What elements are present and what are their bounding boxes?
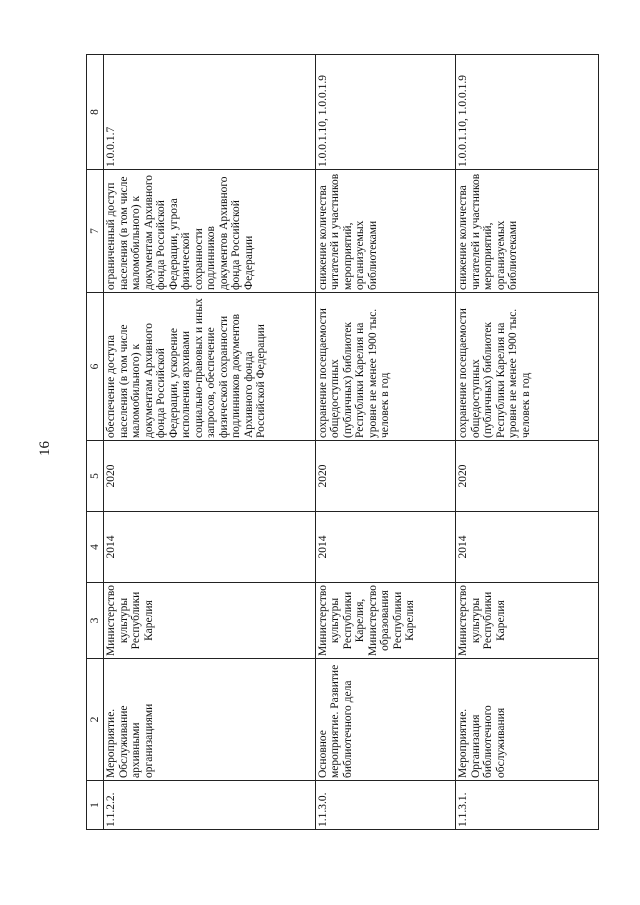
table-row <box>456 55 599 830</box>
row-name: Мероприятие. Обслуживание архивными организациями <box>104 659 316 781</box>
header-cell-6: 6 <box>87 293 104 441</box>
row-end-year: 2020 <box>315 441 456 512</box>
row-start-year: 2014 <box>104 512 316 583</box>
header-cell-1: 1 <box>87 781 104 830</box>
row-code: 1.1.3.0. <box>315 781 456 830</box>
rotated-table-container <box>86 55 599 830</box>
program-table <box>86 54 599 830</box>
header-cell-2: 2 <box>87 659 104 781</box>
row-start-year: 2014 <box>456 512 599 583</box>
row-name: Основное мероприятие. Развитие библиотечного дела <box>315 659 456 781</box>
row-start-year: 2014 <box>315 512 456 583</box>
table-row <box>104 55 316 830</box>
row-end-year: 2020 <box>104 441 316 512</box>
row-code: 1.1.3.1. <box>456 781 599 830</box>
row-indicators: 1.0.0.1.10, 1.0.0.1.9 <box>456 55 599 170</box>
row-consequences: снижение количества читателей и участников мероприятий, организуемых библиотеками <box>456 170 599 293</box>
header-cell-7: 7 <box>87 170 104 293</box>
row-consequences: снижение количества читателей и участников мероприятий, организуемых библиотеками <box>315 170 456 293</box>
row-executor: Министерство культуры Республики Карелия <box>104 583 316 659</box>
row-consequences: ограниченный доступ населения (в том числе маломобильного) к документам Архивного фонда Российской Федерации, угроза физической сохранности подлинников документов Архивного фонда Российской Федерации <box>104 170 316 293</box>
header-cell-4: 4 <box>87 512 104 583</box>
table-row <box>315 55 456 830</box>
row-expected-result: сохранение посещаемости общедоступных (публичных) библиотек Республики Карелия на уровне не менее 1900 тыс. человек в год <box>456 293 599 441</box>
row-end-year: 2020 <box>456 441 599 512</box>
page-number: 16 <box>37 441 53 456</box>
row-name: Мероприятие. Организация библиотечного обслуживания <box>456 659 599 781</box>
row-indicators: 1.0.0.1.7 <box>104 55 316 170</box>
row-expected-result: сохранение посещаемости общедоступных (публичных) библиотек Республики Карелия на уровне не менее 1900 тыс. человек в год <box>315 293 456 441</box>
row-executor: Министерство культуры Республики Карелия, Министерство образования Республики Карелия <box>315 583 456 659</box>
row-expected-result: обеспечение доступа населения (в том числе маломобильного) к документам Архивного фонда Российской Федерации, ускорение исполнения архивами социально-правовых и иных запросов, обеспечение физической сохранности подлинников документов Архивного фонда Российской Федерации <box>104 293 316 441</box>
header-cell-5: 5 <box>87 441 104 512</box>
table-header-row <box>87 55 104 830</box>
header-cell-8: 8 <box>87 55 104 170</box>
row-code: 1.1.2.2. <box>104 781 316 830</box>
row-indicators: 1.0.0.1.10, 1.0.0.1.9 <box>315 55 456 170</box>
header-cell-3: 3 <box>87 583 104 659</box>
row-executor: Министерство культуры Республики Карелия <box>456 583 599 659</box>
